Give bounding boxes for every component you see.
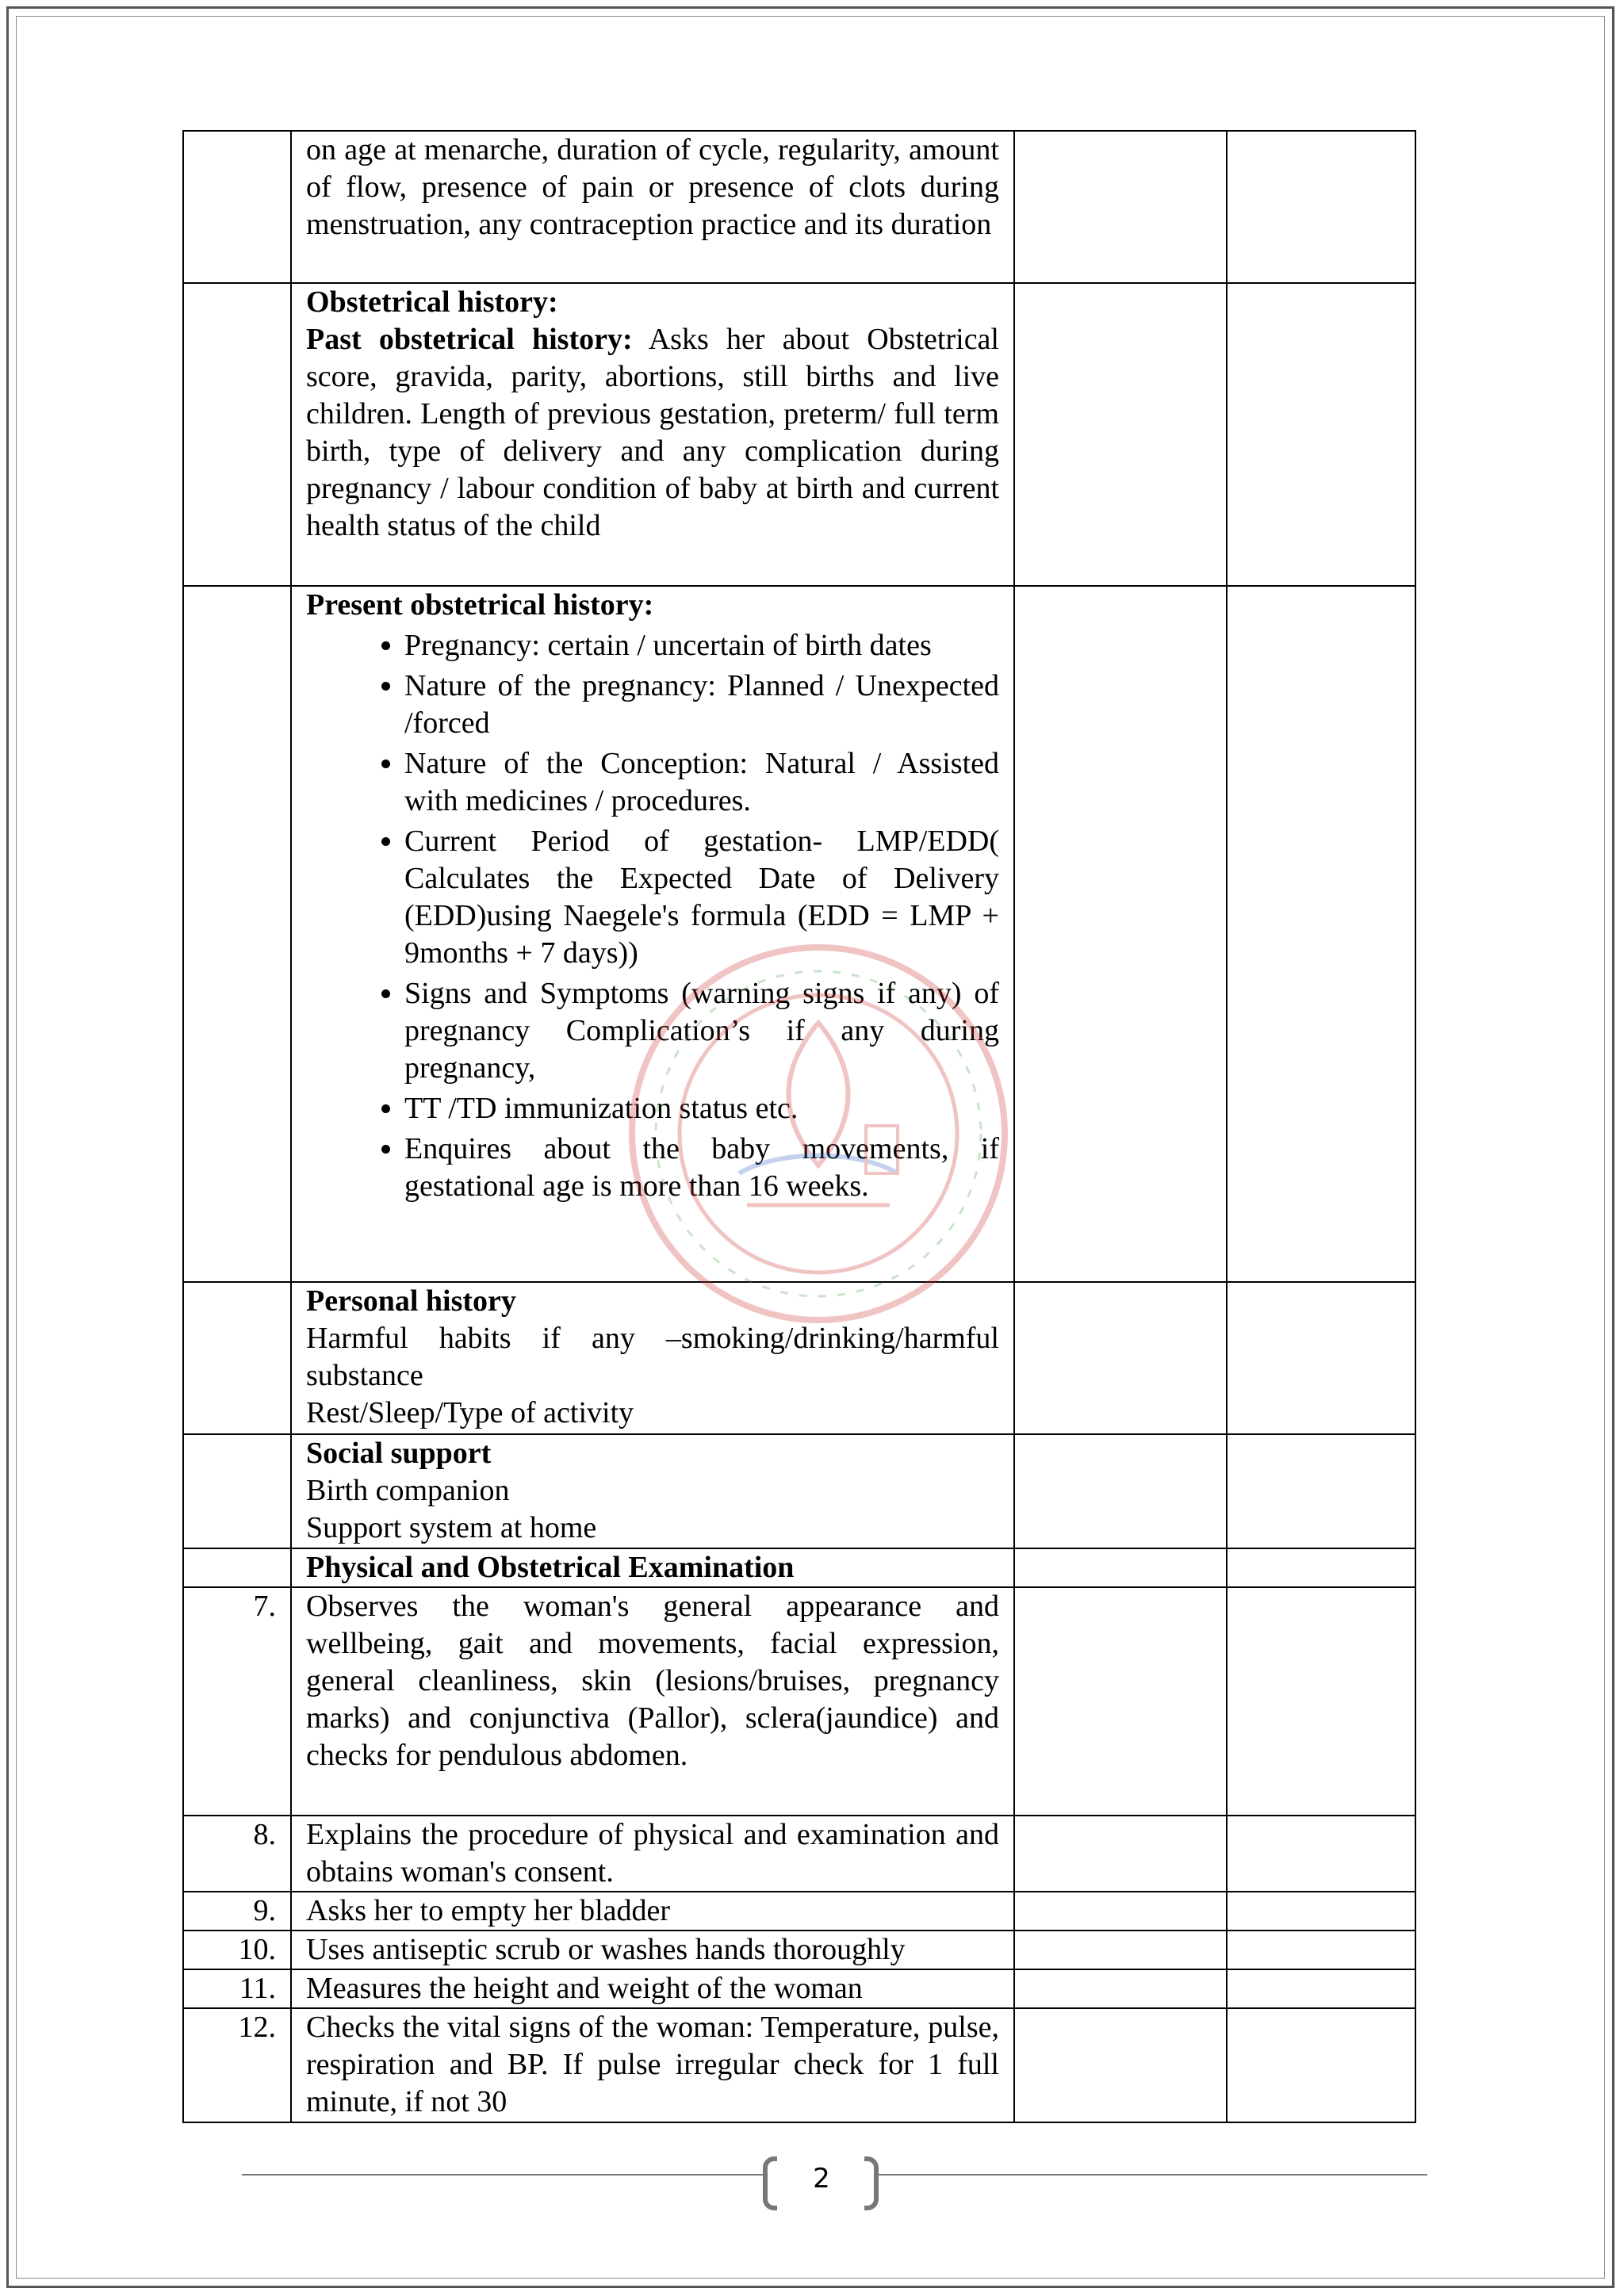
row-number: 11. [183,1969,291,2008]
row-description [291,1816,1014,1892]
remarks-cell[interactable] [1227,586,1415,1282]
row-description [291,1892,1014,1931]
footer-rule-right [876,2174,1427,2175]
row-description [291,1587,1014,1816]
row-description [291,131,1014,283]
description-text: Rest/Sleep/Type of activity [306,1396,634,1429]
score-cell[interactable] [1014,131,1227,283]
table-row [183,1587,1415,1816]
description-text: Uses antiseptic scrub or washes hands thoroughly [306,1933,906,1966]
row-description [291,1548,1014,1587]
row-description [291,1969,1014,2008]
remarks-cell[interactable] [1227,1969,1415,2008]
remarks-cell[interactable] [1227,1434,1415,1548]
remarks-cell[interactable] [1227,1548,1415,1587]
section-heading: Personal history [306,1284,516,1318]
row-number: 9. [183,1892,291,1931]
table-row [183,1282,1415,1434]
list-item: • Current Period of gestation- LMP/EDD( Calculates the Expected Date of Delivery (EDD)using Naegele's formula (EDD = LMP + 9months + 7 days)) [404,823,999,972]
remarks-cell[interactable] [1227,1892,1415,1931]
score-cell[interactable] [1014,1434,1227,1548]
row-number [183,586,291,1282]
row-number: 12. [183,2008,291,2122]
list-item: • Pregnancy: certain / uncertain of birth dates [404,627,999,664]
score-cell[interactable] [1014,1548,1227,1587]
score-cell[interactable] [1014,1969,1227,2008]
section-heading: Present obstetrical history: [306,588,654,622]
checklist-table [182,130,1416,2123]
score-cell[interactable] [1014,1816,1227,1892]
page-number-bracket-right [864,2156,879,2210]
score-cell[interactable] [1014,1892,1227,1931]
row-number [183,1282,291,1434]
score-cell[interactable] [1014,586,1227,1282]
row-number: 8. [183,1816,291,1892]
row-number [183,1548,291,1587]
description-text: Measures the height and weight of the woman [306,1972,863,2005]
remarks-cell[interactable] [1227,1282,1415,1434]
description-text: Explains the procedure of physical and examination and obtains woman's consent. [306,1818,999,1888]
bullet-list [306,627,999,1205]
score-cell[interactable] [1014,1587,1227,1816]
row-description [291,1434,1014,1548]
row-description [291,586,1014,1282]
list-item: • TT /TD immunization status etc. [404,1090,999,1127]
score-cell[interactable] [1014,1282,1227,1434]
description-text: Support system at home [306,1511,597,1544]
row-description [291,2008,1014,2122]
list-item: • Signs and Symptoms (warning signs if any) of pregnancy Complication’s if any during pregnancy, [404,975,999,1087]
remarks-cell[interactable] [1227,283,1415,586]
description-text: Birth companion [306,1474,510,1507]
table-row [183,283,1415,586]
table-row [183,1548,1415,1587]
row-number [183,283,291,586]
table-row [183,1434,1415,1548]
row-number [183,1434,291,1548]
score-cell[interactable] [1014,1931,1227,1969]
list-item: • Nature of the Conception: Natural / Assisted with medicines / procedures. [404,745,999,820]
row-number [183,131,291,283]
table-row [183,131,1415,283]
footer-rule-left [242,2174,765,2175]
section-heading: Social support [306,1437,492,1470]
row-number: 7. [183,1587,291,1816]
row-description [291,283,1014,586]
list-item: • Nature of the pregnancy: Planned / Unexpected /forced [404,668,999,742]
description-text: Checks the vital signs of the woman: Temperature, pulse, respiration and BP. If pulse irregular check for 1 full minute, if not 30 [306,2011,999,2118]
score-cell[interactable] [1014,2008,1227,2122]
table-row [183,2008,1415,2122]
table-row [183,1931,1415,1969]
table-row [183,1892,1415,1931]
sub-heading: Past obstetrical history: [306,323,633,356]
row-description [291,1282,1014,1434]
remarks-cell[interactable] [1227,1587,1415,1816]
list-item: • Enquires about the baby movements, if gestational age is more than 16 weeks. [404,1131,999,1205]
description-text: Observes the woman's general appearance and wellbeing, gait and movements, facial expression, general cleanliness, skin (lesions/bruises, pregnancy marks) and conjunctiva (Pallor), sclera(jaundice) and checks for pendulous abdomen. [306,1590,999,1772]
score-cell[interactable] [1014,283,1227,586]
table-row [183,586,1415,1282]
table-row [183,1816,1415,1892]
remarks-cell[interactable] [1227,1931,1415,1969]
description-body: Asks her about Obstetrical score, gravida, parity, abortions, still births and live children. Length of previous gestation, preterm/ full term birth, type of delivery and any complication during pregnancy / labour condition of baby at birth and current health status of the child [306,323,999,542]
description-text [306,321,999,545]
description-text: Asks her to empty her bladder [306,1894,671,1927]
remarks-cell[interactable] [1227,131,1415,283]
description-text: on age at menarche, duration of cycle, regularity, amount of flow, presence of pain or presence of clots during menstruation, any contraception practice and its duration [306,133,999,241]
table-row [183,1969,1415,2008]
row-number: 10. [183,1931,291,1969]
page-number: 2 [813,2163,830,2195]
row-description [291,1931,1014,1969]
page-number-bracket-left [763,2156,777,2210]
remarks-cell[interactable] [1227,1816,1415,1892]
description-text: Harmful habits if any –smoking/drinking/harmful substance [306,1322,999,1392]
remarks-cell[interactable] [1227,2008,1415,2122]
section-heading: Physical and Obstetrical Examination [306,1551,795,1584]
section-heading: Obstetrical history: [306,285,558,319]
